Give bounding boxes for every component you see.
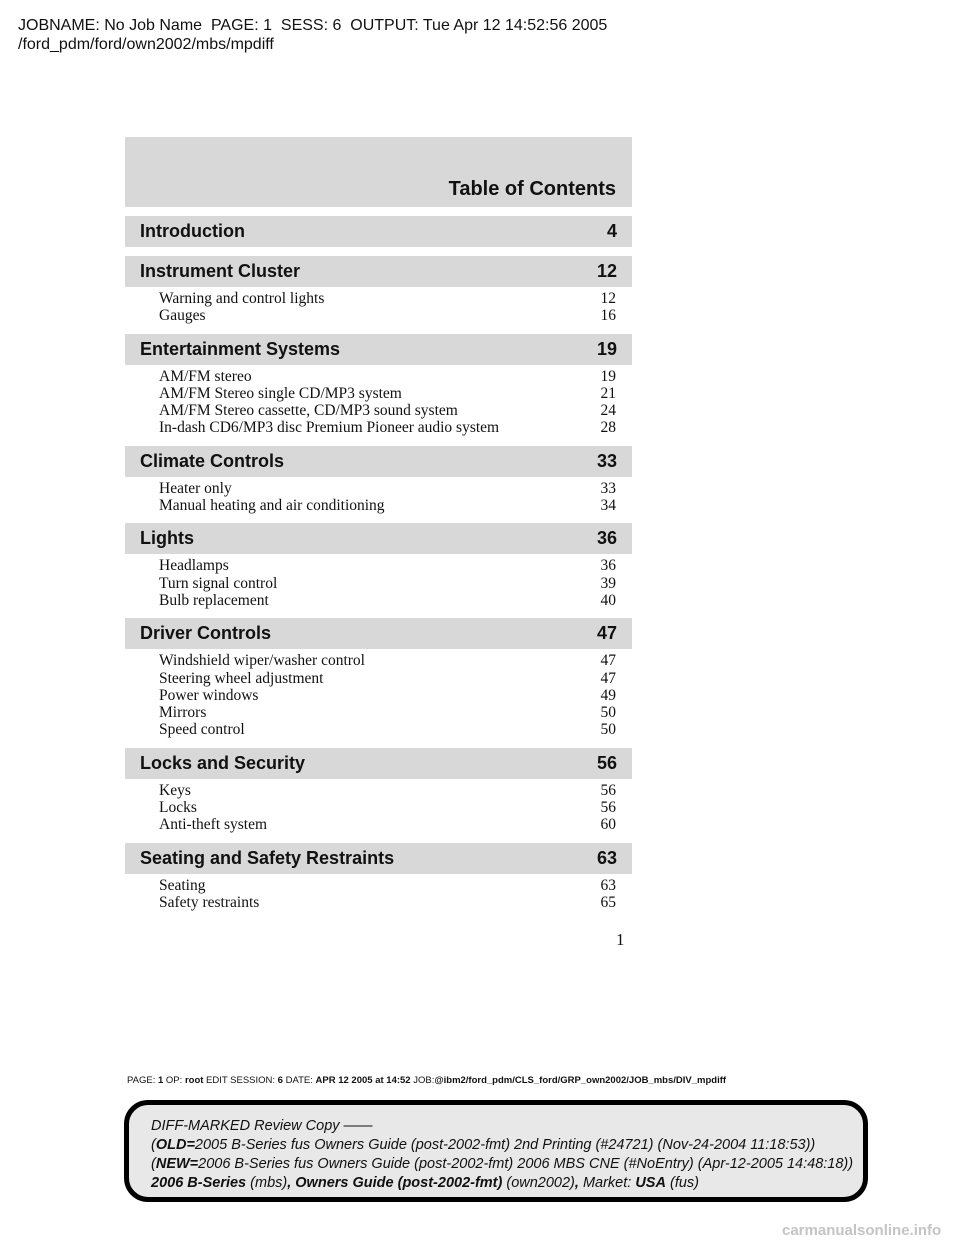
- toc-section-title: Instrument Cluster: [140, 261, 301, 281]
- toc-entry[interactable]: [159, 480, 616, 497]
- toc-entry[interactable]: [159, 307, 616, 324]
- diff-old-label: OLD=: [155, 1137, 195, 1153]
- toc-section-page: 33: [596, 450, 617, 471]
- page-number: 1: [616, 930, 625, 949]
- toc-entry[interactable]: [159, 497, 616, 514]
- toc-entry-label: Gauges: [159, 307, 206, 325]
- toc-entry-label: Seating: [159, 876, 206, 894]
- toc-entry[interactable]: [159, 419, 616, 436]
- meta-job-label: JOB:: [413, 1075, 435, 1086]
- diff-old-line: (OLD=2005 B-Series fus Owners Guide (post-2002-fmt) 2nd Printing (#24721) (Nov-24-2004 11:18:53)): [151, 1137, 816, 1153]
- toc-entry[interactable]: [159, 670, 616, 687]
- toc-entry-label: Turn signal control: [159, 574, 278, 592]
- toc-entry-label: Manual heating and air conditioning: [159, 497, 385, 515]
- toc-entry-page: 24: [600, 402, 616, 420]
- meta-session: 6: [277, 1075, 283, 1086]
- toc-entry[interactable]: [159, 782, 616, 799]
- toc-entry[interactable]: [159, 575, 616, 592]
- toc-entry[interactable]: [159, 592, 616, 609]
- toc-entry-list: [125, 874, 632, 912]
- diff-title: DIFF-MARKED Review Copy ——: [151, 1118, 373, 1134]
- toc-section-title: Lights: [140, 528, 194, 549]
- toc-section-heading[interactable]: [125, 843, 632, 874]
- toc-section-title: Driver Controls: [140, 623, 272, 644]
- watermark: carmanualsonline.info: [782, 1222, 942, 1239]
- toc-entry-label: Steering wheel adjustment: [159, 669, 324, 687]
- toc-section-title: Entertainment Systems: [140, 338, 341, 359]
- toc-section-page: 63: [596, 847, 617, 868]
- toc-entry-page: 50: [600, 704, 616, 722]
- toc-section-page: 36: [596, 528, 617, 549]
- toc-entry-page: 12: [600, 290, 616, 307]
- toc-entry[interactable]: [159, 290, 616, 307]
- meta-op-label: OP:: [165, 1075, 183, 1086]
- toc-entry-label: AM/FM Stereo cassette, CD/MP3 sound system: [159, 402, 458, 420]
- toc-entry-label: Bulb replacement: [159, 591, 269, 609]
- toc-entry-label: Windshield wiper/washer control: [159, 652, 365, 670]
- toc-section-page: 47: [596, 623, 617, 644]
- diff-guide: Owners Guide (post-2002-fmt): [295, 1175, 503, 1191]
- toc-entry-page: 47: [600, 652, 616, 670]
- toc-entry-page: 33: [600, 479, 616, 497]
- toc-entry-label: Headlamps: [159, 557, 229, 575]
- toc-entry-list: [125, 365, 632, 437]
- diff-series: 2006 B-Series: [151, 1175, 247, 1191]
- meta-date-label: DATE:: [285, 1075, 313, 1086]
- toc-entry-page: 40: [600, 591, 616, 609]
- toc-section-title: Locks and Security: [140, 752, 306, 773]
- meta-line: [127, 1075, 726, 1086]
- toc-entry-label: Warning and control lights: [159, 290, 325, 307]
- diff-new-text: 2006 B-Series fus Owners Guide (post-2002-fmt) 2006 MBS CNE (#NoEntry) (Apr-12-2005 14:48:18)): [198, 1156, 854, 1172]
- toc-entry-label: Heater only: [159, 479, 232, 497]
- toc-section-title: Seating and Safety Restraints: [140, 847, 395, 868]
- toc-section-page: 4: [606, 221, 617, 241]
- table-of-contents: [125, 137, 632, 911]
- toc-entry-page: 56: [600, 799, 616, 817]
- meta-date: APR 12 2005 at 14:52: [315, 1075, 411, 1086]
- toc-entry-page: 36: [600, 557, 616, 575]
- job-header-line1: JOBNAME: No Job Name PAGE: 1 SESS: 6 OUTPUT: Tue Apr 12 14:52:56 2005: [18, 17, 608, 34]
- job-header-line2: /ford_pdm/ford/own2002/mbs/mpdiff: [18, 36, 274, 53]
- toc-entry-page: 63: [600, 876, 616, 894]
- diff-guide-code: (own2002): [506, 1175, 575, 1191]
- diff-market: USA: [635, 1175, 666, 1191]
- toc-entry-page: 47: [600, 669, 616, 687]
- toc-entry-list: [125, 554, 632, 609]
- toc-section-heading[interactable]: [125, 748, 632, 779]
- toc-section-heading[interactable]: [125, 334, 632, 365]
- toc-entry-page: 28: [600, 419, 616, 437]
- diff-series-code: (mbs): [250, 1175, 288, 1191]
- toc-entry[interactable]: [159, 877, 616, 894]
- toc-entry[interactable]: [159, 687, 616, 704]
- toc-entry-label: Locks: [159, 799, 197, 817]
- toc-entry-page: 49: [600, 686, 616, 704]
- toc-section-title: Introduction: [140, 221, 245, 241]
- toc-entry[interactable]: [159, 652, 616, 669]
- toc-title: Table of Contents: [448, 178, 616, 200]
- diff-summary-line: 2006 B-Series (mbs), Owners Guide (post-2002-fmt) (own2002), Market: USA (fus): [151, 1175, 699, 1191]
- toc-entry-label: Safety restraints: [159, 893, 260, 911]
- diff-new-label: NEW=: [155, 1156, 199, 1172]
- toc-entry-list: [125, 779, 632, 834]
- diff-review-box: [124, 1100, 868, 1202]
- toc-section-heading[interactable]: [125, 216, 632, 247]
- toc-entry[interactable]: [159, 402, 616, 419]
- meta-page-label: PAGE:: [127, 1075, 156, 1086]
- toc-entry[interactable]: [159, 721, 616, 738]
- toc-entry[interactable]: [159, 557, 616, 574]
- meta-job: @ibm2/ford_pdm/CLS_ford/GRP_own2002/JOB_mbs/DIV_mpdiff: [434, 1075, 727, 1086]
- toc-entry-label: Mirrors: [159, 704, 207, 722]
- toc-sections: [125, 216, 632, 911]
- diff-new-line: (NEW=2006 B-Series fus Owners Guide (post-2002-fmt) 2006 MBS CNE (#NoEntry) (Apr-12-2005 14:48:18)): [151, 1156, 854, 1172]
- toc-section-heading[interactable]: [125, 523, 632, 554]
- toc-entry-page: 16: [600, 307, 616, 325]
- toc-entry[interactable]: [159, 799, 616, 816]
- toc-entry-page: 65: [600, 893, 616, 911]
- toc-entry-list: [125, 649, 632, 738]
- toc-entry-page: 19: [600, 367, 616, 385]
- toc-entry-label: Keys: [159, 781, 191, 799]
- diff-old-text: 2005 B-Series fus Owners Guide (post-2002-fmt) 2nd Printing (#24721) (Nov-24-2004 11:18:53)): [194, 1137, 816, 1153]
- meta-op: root: [184, 1075, 204, 1086]
- toc-section-title: Climate Controls: [140, 450, 285, 471]
- toc-entry-list: [125, 287, 632, 325]
- toc-entry-label: Speed control: [159, 721, 245, 739]
- toc-section-heading[interactable]: [125, 256, 632, 287]
- diff-market-code: (fus): [669, 1175, 699, 1191]
- toc-entry-label: In-dash CD6/MP3 disc Premium Pioneer audio system: [159, 419, 500, 437]
- toc-entry-page: 50: [600, 721, 616, 739]
- toc-entry-label: AM/FM Stereo single CD/MP3 system: [159, 384, 402, 402]
- toc-entry-page: 60: [600, 816, 616, 834]
- toc-entry[interactable]: [159, 385, 616, 402]
- toc-entry-page: 34: [600, 497, 616, 515]
- toc-section-page: 19: [596, 338, 617, 359]
- meta-page: 1: [157, 1075, 164, 1086]
- toc-entry-page: 21: [600, 384, 616, 402]
- toc-entry-label: Power windows: [159, 686, 259, 704]
- toc-entry-label: Anti-theft system: [159, 816, 268, 834]
- toc-entry-page: 56: [600, 781, 616, 799]
- toc-section-page: 12: [596, 261, 617, 281]
- meta-session-label: EDIT SESSION:: [206, 1075, 276, 1086]
- toc-section-page: 56: [596, 752, 617, 773]
- toc-section-heading[interactable]: [125, 618, 632, 649]
- toc-entry-page: 39: [600, 574, 616, 592]
- diff-market-label: Market:: [582, 1175, 632, 1191]
- toc-header: [125, 137, 632, 207]
- toc-section-heading[interactable]: [125, 446, 632, 477]
- toc-entry[interactable]: [159, 368, 616, 385]
- toc-entry[interactable]: [159, 894, 616, 911]
- toc-entry[interactable]: [159, 816, 616, 833]
- toc-entry-label: AM/FM stereo: [159, 367, 252, 385]
- toc-entry-list: [125, 477, 632, 515]
- toc-entry[interactable]: [159, 704, 616, 721]
- job-header: [18, 16, 607, 54]
